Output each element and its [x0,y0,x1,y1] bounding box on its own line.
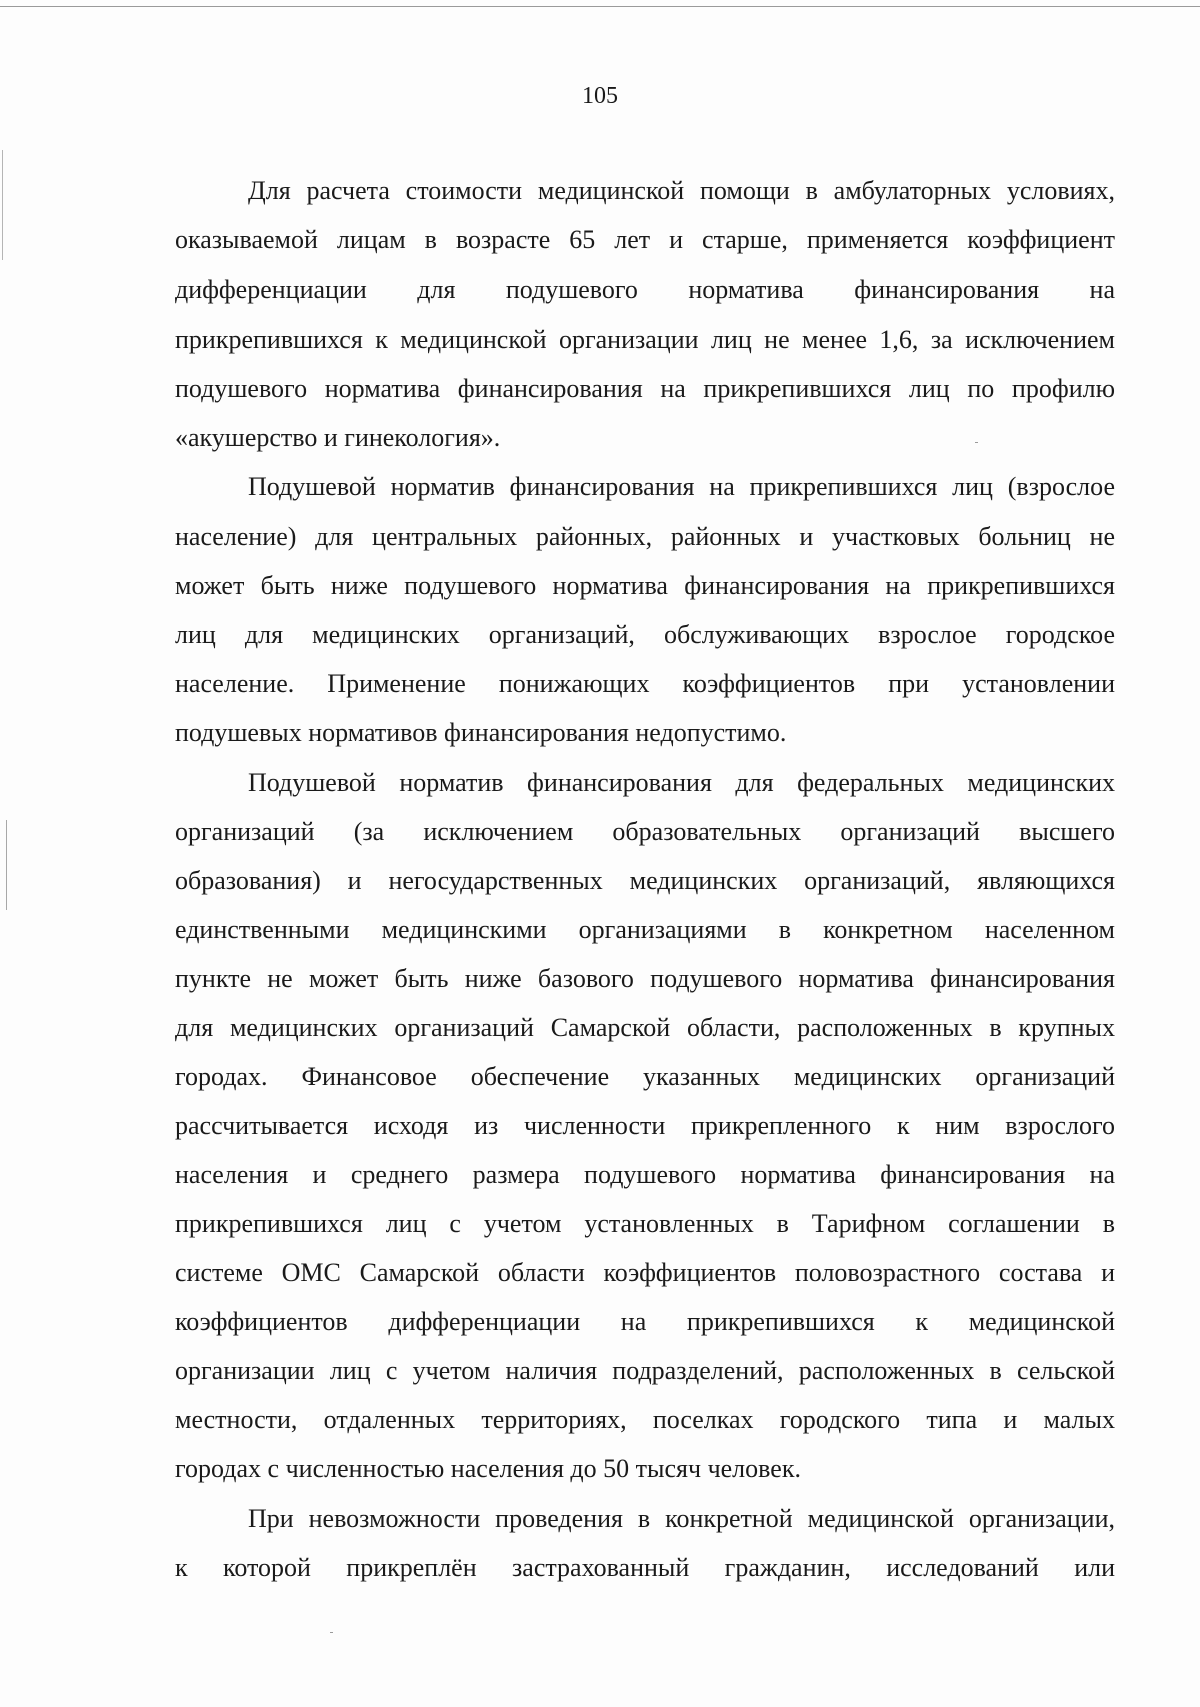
paragraph-3-line-14: местности, отдаленных территориях, поселках городского типа и малых [175,1405,1115,1434]
paragraph-1-line-6: «акушерство и гинекология». [175,423,501,452]
scan-speck [975,442,978,443]
paragraph-3-line-10: прикрепившихся лиц с учетом установленных в Тарифном соглашении в [175,1209,1115,1238]
paragraph-1-line-4: прикрепившихся к медицинской организации лиц не менее 1,6, за исключением [175,325,1115,354]
paragraph-2-line-6: подушевых нормативов финансирования недопустимо. [175,718,787,747]
paragraph-3-line-5: пункте не может быть ниже базового подушевого норматива финансирования [175,964,1115,993]
paragraph-3-line-12: коэффициентов дифференциации на прикрепившихся к медицинской [175,1307,1115,1336]
paragraph-2-line-5: население. Применение понижающих коэффициентов при установлении [175,669,1115,698]
page-number: 105 [582,83,618,109]
paragraph-3-line-3: образования) и негосударственных медицинских организаций, являющихся [175,866,1115,895]
paragraph-3-line-1: Подушевой норматив финансирования для федеральных медицинских [248,768,1115,797]
paragraph-4-line-2: к которой прикреплён застрахованный гражданин, исследований или [175,1553,1115,1582]
paragraph-3-line-15: городах с численностью населения до 50 тысяч человек. [175,1454,801,1483]
paragraph-3-line-13: организации лиц с учетом наличия подразделений, расположенных в сельской [175,1356,1115,1385]
paragraph-1-line-1: Для расчета стоимости медицинской помощи в амбулаторных условиях, [248,176,1115,205]
paragraph-3-line-9: населения и среднего размера подушевого норматива финансирования на [175,1160,1115,1189]
paragraph-3-line-8: рассчитывается исходя из численности прикрепленного к ним взрослого [175,1111,1115,1140]
paragraph-3-line-2: организаций (за исключением образовательных организаций высшего [175,817,1115,846]
paragraph-3-line-11: системе ОМС Самарской области коэффициентов половозрастного состава и [175,1258,1115,1287]
paragraph-4-line-1: При невозможности проведения в конкретной медицинской организации, [248,1504,1115,1533]
paragraph-3-line-4: единственными медицинскими организациями в конкретном населенном [175,915,1115,944]
paragraph-2-line-4: лиц для медицинских организаций, обслуживающих взрослое городское [175,620,1115,649]
paragraph-2-line-3: может быть ниже подушевого норматива финансирования на прикрепившихся [175,571,1115,600]
scan-artifact-line [6,820,7,910]
paragraph-1-line-5: подушевого норматива финансирования на прикрепившихся лиц по профилю [175,374,1115,403]
paragraph-1-line-2: оказываемой лицам в возрасте 65 лет и старше, применяется коэффициент [175,225,1115,254]
paragraph-3-line-7: городах. Финансовое обеспечение указанных медицинских организаций [175,1062,1115,1091]
scan-artifact-line [2,150,3,260]
paragraph-3-line-6: для медицинских организаций Самарской области, расположенных в крупных [175,1013,1115,1042]
scan-speck [330,1632,333,1633]
scan-edge-line [0,6,1200,7]
paragraph-1-line-3: дифференциации для подушевого норматива финансирования на [175,275,1115,304]
paragraph-2-line-2: население) для центральных районных, районных и участковых больниц не [175,522,1115,551]
paragraph-2-line-1: Подушевой норматив финансирования на прикрепившихся лиц (взрослое [248,472,1115,501]
